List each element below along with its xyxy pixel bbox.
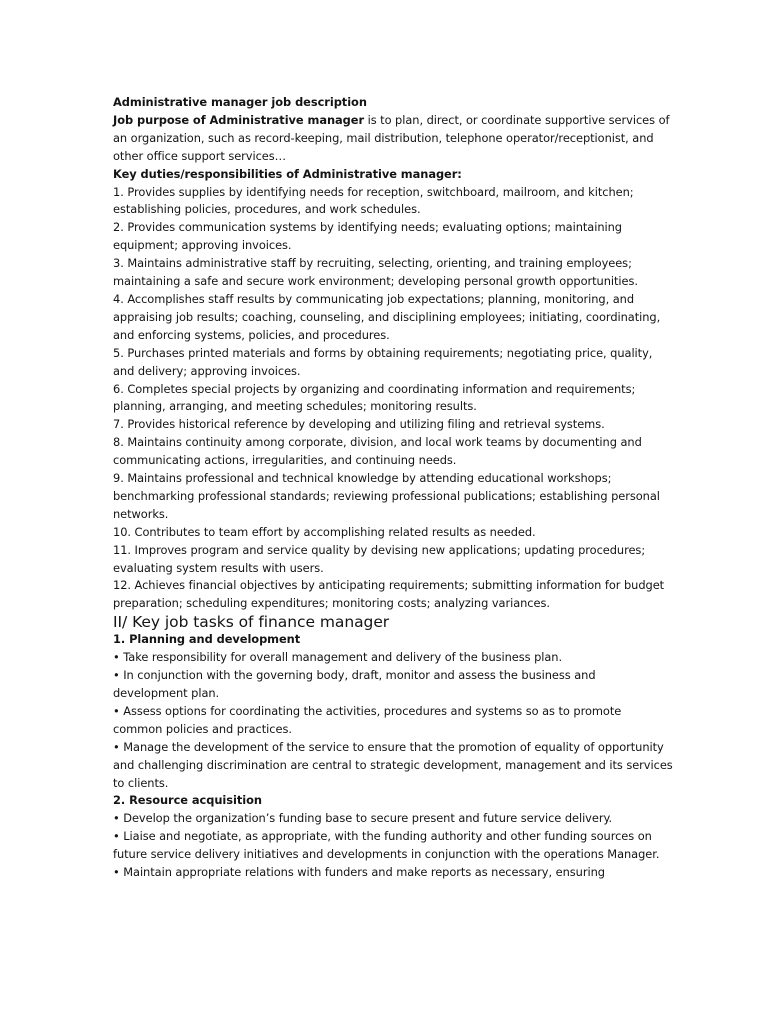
bullet-item: • Manage the development of the service to ensure that the promotion of equality of opportunity and challenging discrimination are central to strategic development, management and its services to clients. bbox=[113, 739, 673, 790]
duties-list bbox=[113, 184, 673, 614]
job-purpose-label: Job purpose of Administrative manager bbox=[113, 112, 365, 127]
section-2-title: II/ Key job tasks of finance manager bbox=[113, 613, 390, 632]
duty-item: 6. Completes special projects by organizing and coordinating information and requirements; planning, arranging, and meeting schedules; monitoring results. bbox=[113, 381, 636, 414]
duty-item: 12. Achieves financial objectives by anticipating requirements; submitting information for budget preparation; scheduling expenditures; monitoring costs; analyzing variances. bbox=[113, 578, 665, 611]
document-title: Administrative manager job description bbox=[113, 95, 367, 109]
bullet-item: • In conjunction with the governing body, draft, monitor and assess the business and development plan. bbox=[113, 668, 596, 700]
duty-item: 11. Improves program and service quality by devising new applications; updating procedures; evaluating system results with users. bbox=[113, 542, 646, 575]
document-body bbox=[113, 94, 673, 882]
job-purpose-paragraph bbox=[113, 112, 673, 166]
duty-item: 2. Provides communication systems by identifying needs; evaluating options; maintaining equipment; approving invoices. bbox=[113, 220, 622, 253]
job-purpose-text: is to plan, direct, or coordinate supportive services of an organization, such as record-keeping, mail distribution, telephone operator/receptionist, and other office support services… bbox=[113, 112, 670, 163]
duty-item: 1. Provides supplies by identifying needs for reception, switchboard, mailroom, and kitchen; establishing policies, procedures, and work schedules. bbox=[113, 184, 634, 217]
duty-item: 5. Purchases printed materials and forms by obtaining requirements; negotiating price, quality, and delivery; approving invoices. bbox=[113, 345, 653, 378]
duty-item: 3. Maintains administrative staff by recruiting, selecting, orienting, and training employees; maintaining a safe and secure work environment; developing personal growth opportunities. bbox=[113, 256, 638, 289]
duty-item: 10. Contributes to team effort by accomplishing related results as needed. bbox=[113, 524, 536, 539]
subsection-1-title: 1. Planning and development bbox=[113, 632, 301, 647]
duty-item: 8. Maintains continuity among corporate, division, and local work teams by documenting and communicating actions, irregularities, and continuing needs. bbox=[113, 435, 642, 468]
duty-item: 9. Maintains professional and technical knowledge by attending educational workshops; benchmarking professional standards; reviewing professional publications; establishing personal networks. bbox=[113, 471, 660, 521]
subsection-2-title: 2. Resource acquisition bbox=[113, 793, 262, 808]
bullet-item: • Liaise and negotiate, as appropriate, with the funding authority and other funding sources on future service delivery initiatives and developments in conjunction with the operations Manager. bbox=[113, 829, 660, 862]
bullet-item: • Develop the organization’s funding base to secure present and future service delivery. bbox=[113, 811, 613, 826]
duty-item: 4. Accomplishes staff results by communicating job expectations; planning, monitoring, and appraising job results; coaching, counseling, and disciplining employees; initiating, coordinating, and enforcing systems, policies, and procedures. bbox=[113, 291, 661, 342]
duties-heading: Key duties/responsibilities of Administrative manager: bbox=[113, 166, 462, 181]
bullet-item: • Take responsibility for overall management and delivery of the business plan. bbox=[113, 650, 563, 665]
subsection-2-list bbox=[113, 810, 673, 882]
duty-item: 7. Provides historical reference by developing and utilizing filing and retrieval systems. bbox=[113, 417, 605, 432]
bullet-item: • Assess options for coordinating the activities, procedures and systems so as to promote common policies and practices. bbox=[113, 703, 622, 736]
subsection-1-list bbox=[113, 649, 673, 792]
bullet-item: • Maintain appropriate relations with funders and make reports as necessary, ensuring bbox=[113, 865, 605, 880]
